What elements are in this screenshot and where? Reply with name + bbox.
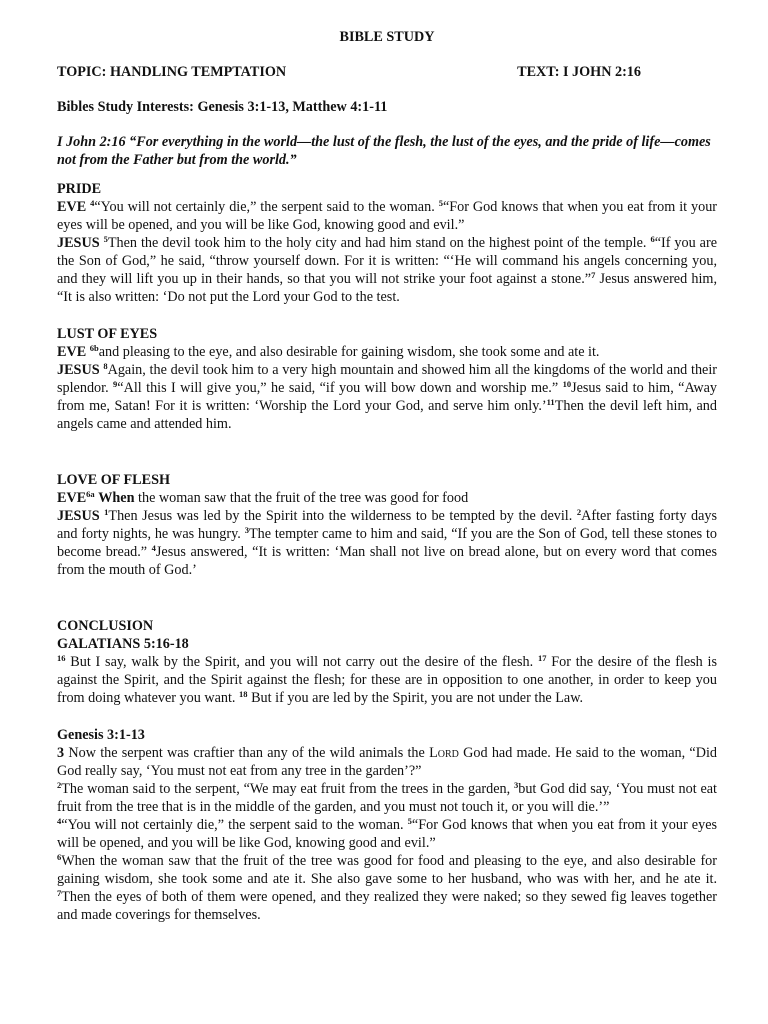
jesus-label: JESUS — [57, 508, 100, 524]
verse-number: 18 — [239, 689, 248, 699]
verse-text: “You will not certainly die,” the serpent said to the woman. — [61, 817, 404, 833]
verse-text-small-caps: ord — [437, 745, 459, 761]
verse-text: After fasting forty days and forty nights, he was hungry. — [57, 508, 717, 542]
jesus-label: JESUS — [57, 235, 100, 251]
verse-number: 4 — [90, 198, 95, 208]
verse-text: Then the devil took him to the holy city and had him stand on the highest point of the temple. — [107, 235, 647, 251]
verse-number: 7 — [57, 888, 62, 898]
verse-number: 9 — [113, 379, 118, 389]
verse-text: Then the eyes of both of them were opened, and they realized they were naked; so they sewed fig leaves together and made coverings for themselves. — [57, 889, 717, 923]
key-verse: I John 2:16 “For everything in the world—the lust of the flesh, the lust of the eyes, and the pride of life—comes not from the Father but from the world.” — [57, 134, 711, 168]
verse-number: 5 — [103, 234, 108, 244]
verse-text: “If you are the Son of God,” he said, “throw yourself down. For it is written: “‘He will command his angels concerning you, and they will lift you up in their hands, so that you will not strike your foot against a stone.” — [57, 235, 717, 287]
verse-number: 16 — [57, 653, 66, 663]
verse-number: 2 — [576, 507, 582, 517]
chapter-number: 3 — [57, 745, 65, 761]
verse-number: 5 — [438, 198, 443, 208]
eve-label: EVE — [57, 199, 87, 215]
love-jesus-paragraph — [57, 507, 717, 579]
verse-text: Then the devil left him, and angels came and attended him. — [57, 398, 717, 432]
verse-number: 6 — [57, 852, 62, 862]
verse-number: 1 — [104, 507, 109, 517]
verse-number: 6 — [650, 234, 655, 244]
verse-number: 5 — [407, 816, 412, 826]
verse-text: Again, the devil took him to a very high mountain and showed him all the kingdoms of the world and their splendor. — [57, 362, 718, 396]
verse-text: The tempter came to him and said, “If you are the Son of God, tell these stones to become bread.” — [57, 526, 718, 560]
verse-text: “You will not certainly die,” the serpent said to the woman. — [94, 199, 435, 215]
verse-text: the woman saw that the fruit of the tree was good for food — [138, 490, 469, 506]
verse-number: 4 — [57, 816, 62, 826]
verse-number: 11 — [546, 397, 555, 407]
verse-text: “All this I will give you,” he said, “if you will bow down and worship me.” — [117, 380, 559, 396]
verse-text: but God did say, ‘You must not eat fruit from the tree that is in the middle of the garden, and you must not touch it, or you will die.’” — [57, 781, 717, 815]
section-subheading-galatians: GALATIANS 5:16-18 — [57, 636, 189, 652]
verse-text: Jesus said to him, “Away from me, Satan! For it is written: ‘Worship the Lord your God, and serve him only.’ — [57, 380, 718, 414]
verse-text: The woman said to the serpent, “We may eat fruit from the trees in the garden, — [61, 781, 511, 797]
verse-lead-word: When — [98, 490, 135, 506]
section-heading-pride: PRIDE — [57, 181, 102, 197]
genesis-verses-2-3 — [57, 780, 717, 816]
verse-number: 3 — [513, 780, 519, 790]
verse-number: 4 — [151, 543, 156, 553]
verse-text: “For God knows that when you eat from it your eyes will be opened, and you will be like God, knowing good and evil.” — [57, 199, 718, 233]
pride-eve-paragraph — [57, 198, 717, 234]
verse-text: Jesus answered him, “It is also written: ‘Do not put the Lord your God to the test. — [57, 271, 717, 305]
lust-eve-paragraph — [57, 343, 717, 361]
section-heading-conclusion: CONCLUSION — [57, 618, 154, 634]
eve-label: EVE — [57, 490, 87, 506]
verse-number: 7 — [591, 270, 596, 280]
genesis-verse-1 — [57, 744, 717, 780]
verse-number: 6a — [86, 489, 95, 499]
love-eve-paragraph — [57, 489, 717, 507]
verse-number: 3 — [244, 525, 249, 535]
verse-text: and pleasing to the eye, and also desirable for gaining wisdom, she took some and ate it. — [98, 344, 600, 360]
verse-number: 8 — [103, 361, 108, 371]
verse-text: For the desire of the flesh is against the Spirit, and the Spirit against the flesh; for these are in opposition to one another, in order to keep you from doing whatever you want. — [57, 654, 718, 706]
verse-text: God had made. He said to the woman, “Did God really say, ‘You must not eat from any tree in the garden’?” — [57, 745, 718, 779]
topic-row — [57, 63, 717, 81]
verse-number: 2 — [57, 780, 62, 790]
page-title: BIBLE STUDY — [339, 29, 435, 45]
section-heading-love-of-flesh: LOVE OF FLESH — [57, 472, 170, 488]
topic-label: TOPIC: HANDLING TEMPTATION — [57, 64, 287, 80]
verse-number: 17 — [537, 653, 547, 663]
document-page — [57, 28, 717, 924]
lust-jesus-paragraph — [57, 361, 717, 433]
eve-label: EVE — [57, 344, 87, 360]
verse-text: Jesus answered, “It is written: ‘Man shall not live on bread alone, but on every word that comes from the mouth of God.’ — [57, 544, 717, 578]
section-heading-lust-of-eyes: LUST OF EYES — [57, 326, 158, 342]
section-heading-genesis: Genesis 3:1-13 — [57, 727, 145, 743]
verse-text: Now the serpent was craftier than any of the wild animals the L — [68, 745, 438, 761]
jesus-label: JESUS — [57, 362, 100, 378]
verse-number: 6b — [89, 343, 99, 353]
galatians-paragraph — [57, 653, 717, 707]
verse-text: “For God knows that when you eat from it your eyes will be opened, and you will be like God, knowing good and evil.” — [57, 817, 718, 851]
verse-text: When the woman saw that the fruit of the tree was good for food and pleasing to the eye, and also desirable for gaining wisdom, she took some and ate it. She also gave some to her husband, who was with her, and he ate it. — [57, 853, 717, 887]
verse-text: But I say, walk by the Spirit, and you will not carry out the desire of the flesh. — [70, 654, 534, 670]
verse-text: Then Jesus was led by the Spirit into the wilderness to be tempted by the devil. — [108, 508, 573, 524]
verse-text: But if you are led by the Spirit, you are not under the Law. — [251, 690, 584, 706]
genesis-verses-6-7 — [57, 852, 717, 924]
verse-number: 10 — [562, 379, 572, 389]
pride-jesus-paragraph — [57, 234, 717, 306]
text-reference: TEXT: I JOHN 2:16 — [517, 64, 641, 80]
genesis-verses-4-5 — [57, 816, 717, 852]
study-interests: Bibles Study Interests: Genesis 3:1-13, Matthew 4:1-11 — [57, 99, 388, 115]
